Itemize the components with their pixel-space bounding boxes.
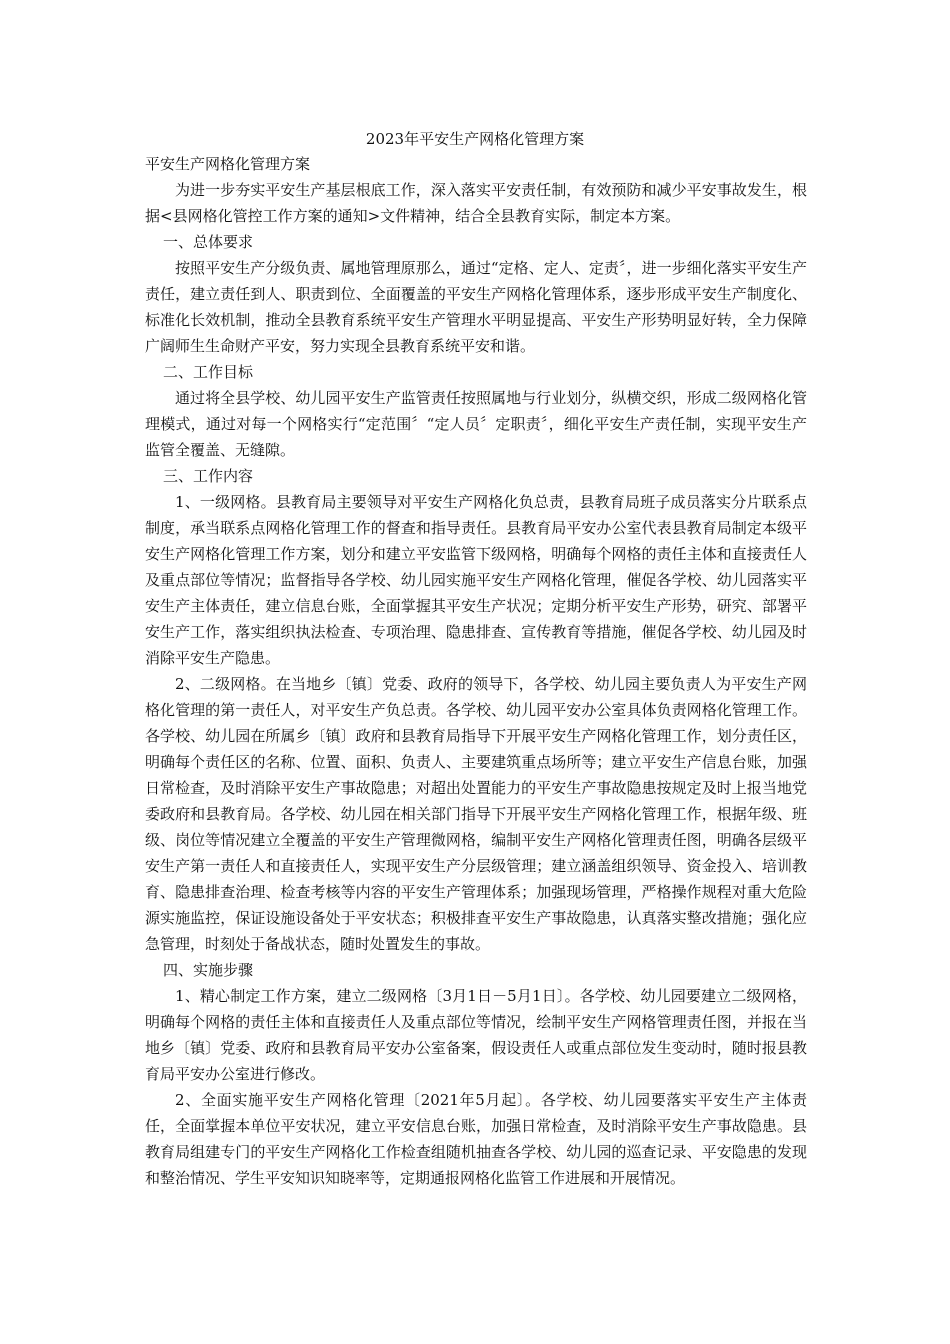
paragraph: 2、二级网格。在当地乡〔镇〕党委、政府的领导下，各学校、幼儿园主要负责人为平安生产网格化管理的第一责任人，对平安生产负总责。各学校、幼儿园平安办公室具体负责网格化管理工作。各学校、幼儿园在所属乡〔镇〕政府和县教育局指导下开展平安生产网格化管理工作，划分责任区，明确每个责任区的名称、位置、面积、负责人、主要建筑重点场所等；建立平安生产信息台账，加强日常检查，及时消除平安生产事故隐患；对超出处置能力的平安生产事故隐患按规定及时上报当地党委政府和县教育局。各学校、幼儿园在相关部门指导下开展平安生产网格化管理工作，根据年级、班级、岗位等情况建立全覆盖的平安生产管理微网格，编制平安生产网格化管理责任图，明确各层级平安生产第一责任人和直接责任人，实现平安生产分层级管理；建立涵盖组织领导、资金投入、培训教育、隐患排查治理、检查考核等内容的平安生产管理体系；加强现场管理，严格操作规程对重大危险源实施监控，保证设施设备处于平安状态；积极排查平安生产事故隐患，认真落实整改措施；强化应急管理，时刻处于备战状态，随时处置发生的事故。	[145, 675, 807, 953]
paragraph: 1、精心制定工作方案，建立二级网格〔3月1日－5月1日〕。各学校、幼儿园要建立二级网格，明确每个网格的责任主体和直接责任人及重点部位等情况，绘制平安生产网格管理责任图，并报在当地乡〔镇〕党委、政府和县教育局平安办公室备案，假设责任人或重点部位发生变动时，随时报县教育局平安办公室进行修改。	[145, 987, 807, 1083]
paragraph: 通过将全县学校、幼儿园平安生产监管责任按照属地与行业划分，纵横交织，形成二级网格化管理模式，通过对每一个网格实行“定范围〞“定人员〞定职责〞，细化平安生产责任制，实现平安生产监管全覆盖、无缝隙。	[145, 389, 807, 459]
document-title: 2023年平安生产网格化管理方案	[365, 130, 585, 148]
section-heading-implementation-steps: 四、实施步骤	[163, 961, 254, 979]
paragraph: 按照平安生产分级负责、属地管理原那么，通过“定格、定人、定责〞，进一步细化落实平安生产责任，建立责任到人、职责到位、全面覆盖的平安生产网格化管理体系，逐步形成平安生产制度化、标准化长效机制，推动全县教育系统平安生产管理水平明显提高、平安生产形势明显好转，全力保障广阔师生生命财产平安，努力实现全县教育系统平安和谐。	[145, 259, 807, 355]
paragraph: 1、一级网格。县教育局主要领导对平安生产网格化负总责，县教育局班子成员落实分片联系点制度，承当联系点网格化管理工作的督查和指导责任。县教育局平安办公室代表县教育局制定本级平安生产网格化管理工作方案，划分和建立平安监管下级网格，明确每个网格的责任主体和直接责任人及重点部位等情况；监督指导各学校、幼儿园实施平安生产网格化管理，催促各学校、幼儿园落实平安生产主体责任，建立信息台账，全面掌握其平安生产状况；定期分析平安生产形势，研究、部署平安生产工作，落实组织执法检查、专项治理、隐患排查、宣传教育等措施，催促各学校、幼儿园及时消除平安生产隐患。	[145, 493, 807, 667]
intro-paragraph: 为进一步夯实平安生产基层根底工作，深入落实平安责任制，有效预防和减少平安事故发生，根据<县网格化管控工作方案的通知>文件精神，结合全县教育实际，制定本方案。	[145, 181, 807, 225]
document-body	[145, 151, 807, 1191]
section-heading-general-requirements: 一、总体要求	[163, 233, 254, 251]
document-subtitle: 平安生产网格化管理方案	[145, 155, 311, 173]
section-heading-work-content: 三、工作内容	[163, 467, 254, 485]
section-heading-work-goals: 二、工作目标	[163, 363, 254, 381]
paragraph: 2、全面实施平安生产网格化管理〔2021年5月起〕。各学校、幼儿园要落实平安生产主体责任，全面掌握本单位平安状况，建立平安信息台账，加强日常检查，及时消除平安生产事故隐患。县教育局组建专门的平安生产网格化工作检查组随机抽查各学校、幼儿园的巡查记录、平安隐患的发现和整治情况、学生平安知识知晓率等，定期通报网格化监管工作进展和开展情况。	[145, 1091, 807, 1187]
